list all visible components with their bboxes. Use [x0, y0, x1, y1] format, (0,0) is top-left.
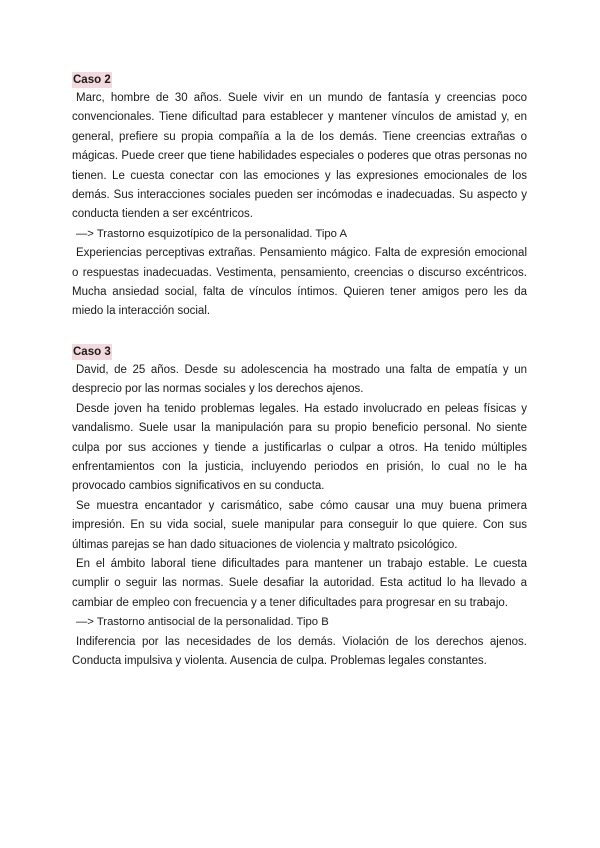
case-3-paragraph-3: Se muestra encantador y carismático, sabe cómo causar una muy buena primera impresión. En su vida social, suele manipular para conseguir lo que quiere. Con sus últimas parejas se han dado situaciones de violencia y maltrato psicológico. [72, 499, 527, 551]
case-3-section [72, 342, 527, 672]
case-2-title: Caso 2 [73, 74, 111, 86]
case-3-features: Indiferencia por las necesidades de los demás. Violación de los derechos ajenos. Conducta impulsiva y violenta. Ausencia de culpa. Problemas legales constantes. [72, 635, 527, 667]
case-3-paragraph-4: En el ámbito laboral tiene dificultades para mantener un trabajo estable. Le cuesta cumplir o seguir las normas. Suele desafiar la autoridad. Esta actitud lo ha llevado a cambiar de empleo con frecuencia y a tener dificultades para progresar en su trabajo. [72, 557, 527, 609]
case-2-diagnosis: —> Trastorno esquizotípico de la personalidad. Tipo A [76, 227, 347, 240]
case-2-features: Experiencias perceptivas extrañas. Pensamiento mágico. Falta de expresión emocional o respuestas inadecuadas. Vestimenta, pensamiento, creencias o discurso excéntricos. Mucha ansiedad social, falta de vínculos íntimos. Quieren tener amigos pero les da miedo la interacción social. [72, 247, 527, 318]
case-2-section [72, 70, 527, 322]
case-3-paragraph-1: David, de 25 años. Desde su adolescencia ha mostrado una falta de empatía y un desprecio por las normas sociales y los derechos ajenos. [72, 363, 527, 396]
case-3-paragraph-2: Desde joven ha tenido problemas legales. Ha estado involucrado en peleas físicas y vandalismo. Suele usar la manipulación para su propio beneficio personal. No siente culpa por sus acciones y tiende a justificarlas o culpar a otros. Ha tenido múltiples enfrentamientos con la justicia, incluyendo periodos en prisión, lo cual no le ha provocado cambios significativos en su conducta. [72, 402, 527, 493]
case-2-description: Marc, hombre de 30 años. Suele vivir en un mundo de fantasía y creencias poco convencionales. Tiene dificultad para establecer y mantener vínculos de amistad y, en general, prefiere su propia compañía a la de los demás. Tiene creencias extrañas o mágicas. Puede creer que tiene habilidades especiales o poderes que otras personas no tienen. Le cuesta conectar con las emociones y las expresiones emocionales de los demás. Sus interacciones sociales pueden ser incómodas e inadecuadas. Su aspecto y conducta tienden a ser excéntricos. [72, 92, 527, 221]
case-3-diagnosis: —> Trastorno antisocial de la personalidad. Tipo B [76, 616, 329, 629]
case-3-title: Caso 3 [73, 345, 111, 358]
